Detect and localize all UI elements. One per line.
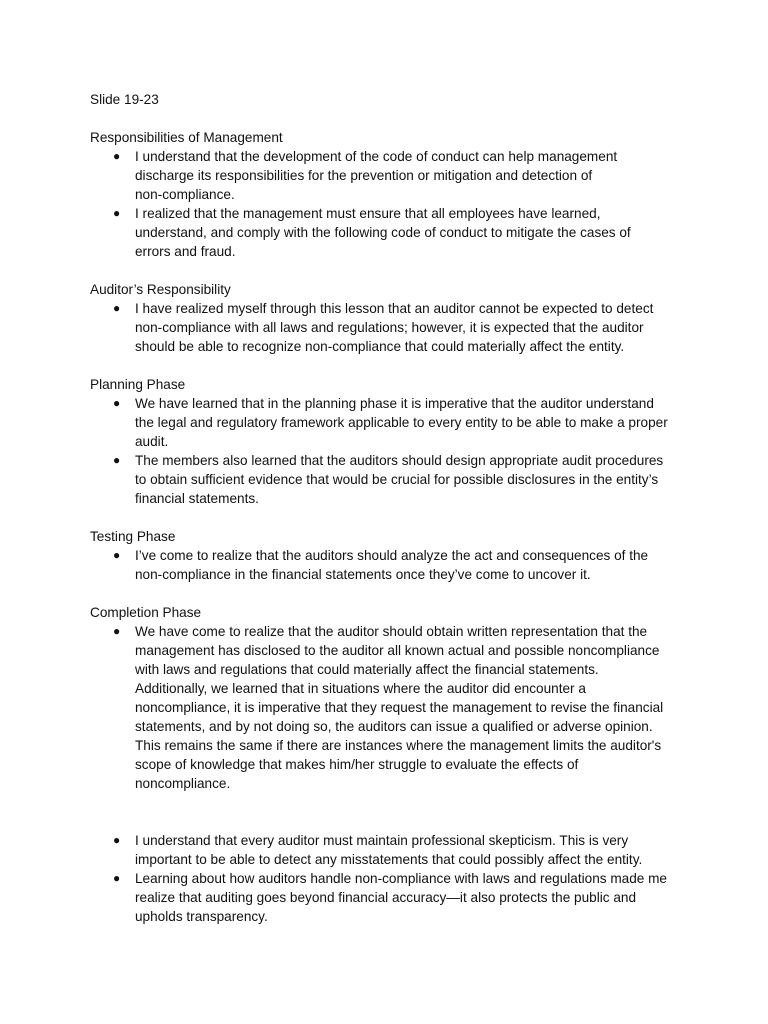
bullet-dot-icon: ●: [113, 453, 121, 467]
bullet-item: [90, 299, 690, 356]
bullet-text-line: We have come to realize that the auditor should obtain written representation that the: [135, 624, 648, 639]
section-heading: Responsibilities of Management: [90, 130, 283, 145]
bullet-text-line: non-compliance in the financial statements once they’ve come to uncover it.: [135, 567, 591, 582]
bullet-item: [90, 394, 690, 451]
bullet-text-line: upholds transparency.: [135, 909, 268, 924]
bullet-text-line: This remains the same if there are instances where the management limits the auditor's: [135, 738, 662, 753]
sections-container: [90, 128, 690, 793]
bullet-text-line: non-compliance with all laws and regulations; however, it is expected that the auditor: [135, 320, 644, 335]
bullet-text-line: Additionally, we learned that in situations where the auditor did encounter a: [135, 681, 586, 696]
section: [90, 128, 690, 261]
bullet-text-line: We have learned that in the planning phase it is imperative that the auditor understand: [135, 396, 654, 411]
section-heading: Testing Phase: [90, 529, 176, 544]
spacer: [90, 793, 690, 831]
bullet-text-line: should be able to recognize non-compliance that could materially affect the entity.: [135, 339, 625, 354]
section-heading: Planning Phase: [90, 377, 186, 392]
bullet-item: [90, 147, 690, 204]
bullet-text-line: management has disclosed to the auditor all known actual and possible noncompliance: [135, 643, 660, 658]
bullet-item: [90, 204, 690, 261]
section: [90, 527, 690, 584]
bullet-text-line: The members also learned that the auditors should design appropriate audit procedures: [135, 453, 664, 468]
bullet-text-line: I have realized myself through this lesson that an auditor cannot be expected to detect: [135, 301, 654, 316]
bullet-list: [90, 394, 690, 508]
bullet-text-line: understand, and comply with the following code of conduct to mitigate the cases of: [135, 225, 631, 240]
bullet-dot-icon: ●: [113, 871, 121, 885]
bullet-text-line: errors and fraud.: [135, 244, 236, 259]
bullet-text-line: to obtain sufficient evidence that would be crucial for possible disclosures in the entity’s: [135, 472, 659, 487]
bullet-text-line: financial statements.: [135, 491, 259, 506]
bullet-text-line: non-compliance.: [135, 187, 235, 202]
bullet-item: [90, 451, 690, 508]
bullet-dot-icon: ●: [113, 833, 121, 847]
bullet-list: [90, 147, 690, 261]
bullet-text-line: with laws and regulations that could materially affect the financial statements.: [135, 662, 599, 677]
bullet-dot-icon: ●: [113, 548, 121, 562]
bullet-list: [90, 546, 690, 584]
bullet-item: [90, 869, 690, 926]
bullet-list: [90, 622, 690, 793]
bullet-text-line: scope of knowledge that makes him/her struggle to evaluate the effects of: [135, 757, 579, 772]
bullet-text-line: I understand that the development of the code of conduct can help management: [135, 149, 618, 164]
section: [90, 375, 690, 508]
section-heading: Completion Phase: [90, 605, 202, 620]
bullet-dot-icon: ●: [113, 206, 121, 220]
bullet-text-line: Learning about how auditors handle non-compliance with laws and regulations made me: [135, 871, 667, 886]
bullet-text-line: I understand that every auditor must maintain professional skepticism. This is very: [135, 833, 629, 848]
bullet-text-line: the legal and regulatory framework applicable to every entity to be able to make a proper: [135, 415, 668, 430]
bullet-list: [90, 299, 690, 356]
bullet-text-line: I’ve come to realize that the auditors should analyze the act and consequences of the: [135, 548, 649, 563]
bullet-dot-icon: ●: [113, 149, 121, 163]
bullet-text-line: noncompliance, it is imperative that they request the management to revise the financial: [135, 700, 664, 715]
bullet-dot-icon: ●: [113, 624, 121, 638]
bullet-text-line: discharge its responsibilities for the prevention or mitigation and detection of: [135, 168, 593, 183]
bullet-text-line: important to be able to detect any misstatements that could possibly affect the entity.: [135, 852, 643, 867]
bullet-text-line: statements, and by not doing so, the auditors can issue a qualified or adverse opinion.: [135, 719, 653, 734]
document-title: Slide 19-23: [90, 92, 159, 107]
bullet-text-line: noncompliance.: [135, 776, 231, 791]
bullet-dot-icon: ●: [113, 301, 121, 315]
bullet-text-line: I realized that the management must ensure that all employees have learned,: [135, 206, 601, 221]
bullet-text-line: audit.: [135, 434, 169, 449]
document-body: [90, 90, 690, 926]
spacer: [90, 109, 690, 128]
section-heading: Auditor’s Responsibility: [90, 282, 231, 297]
section: [90, 603, 690, 793]
bullet-text-line: realize that auditing goes beyond financial accuracy—it also protects the public and: [135, 890, 637, 905]
section: [90, 280, 690, 356]
bullet-item: [90, 831, 690, 869]
bullet-item: [90, 622, 690, 793]
bullet-item: [90, 546, 690, 584]
bullet-dot-icon: ●: [113, 396, 121, 410]
closing-bullet-list: [90, 831, 690, 926]
